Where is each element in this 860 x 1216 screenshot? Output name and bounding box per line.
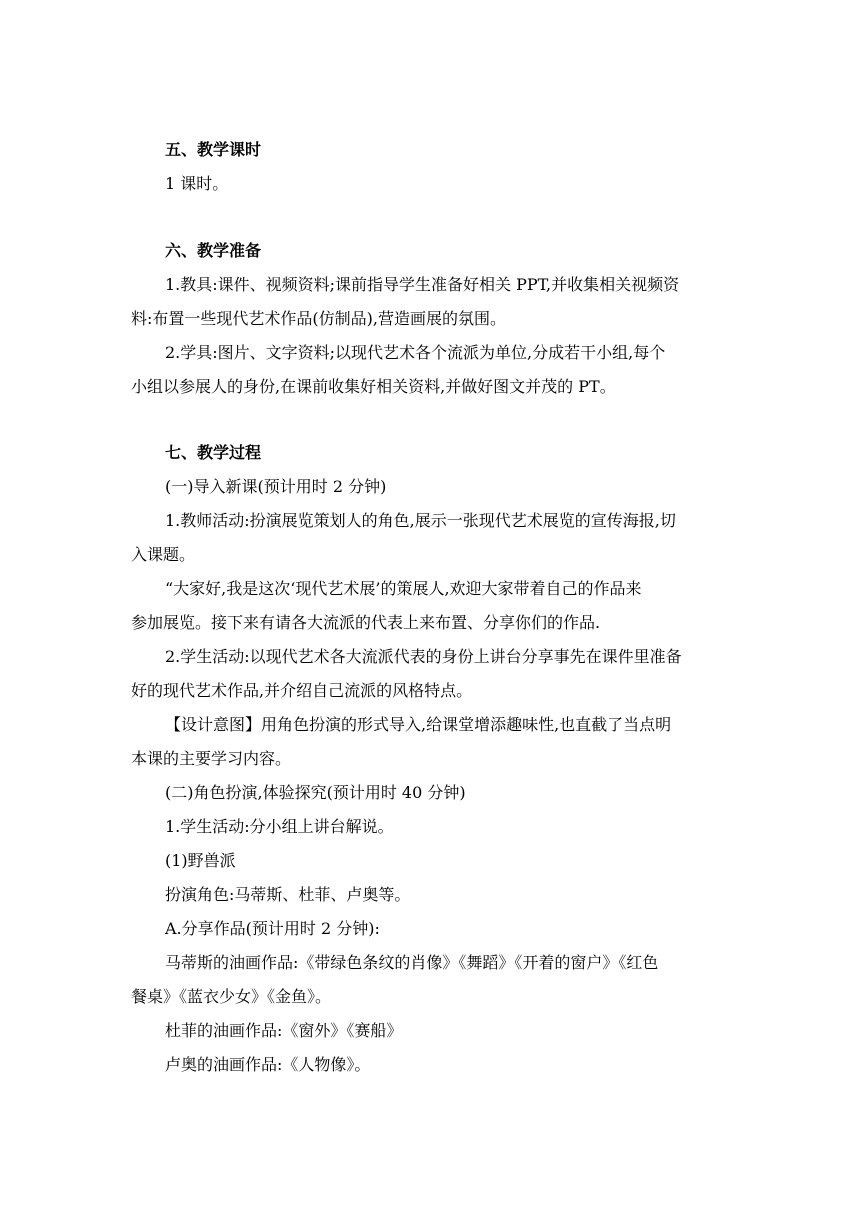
design-intent-line: 【设计意图】用角色扮演的形式导入,给课堂增添趣味性,也直截了当点明: [165, 715, 672, 734]
paragraph-line: (二)角色扮演,体验探究(预计用时 40 分钟): [165, 783, 466, 802]
paragraph-line: 马蒂斯的油画作品:《带绿色条纹的肖像》《舞蹈》《开着的窗户》《红色: [165, 953, 659, 972]
design-intent-line: 本课的主要学习内容。: [131, 749, 292, 768]
paragraph-line: 餐桌》《蓝衣少女》《金鱼》。: [131, 987, 332, 1006]
paragraph-line: “大家好,我是这次‘现代艺术展’的策展人,欢迎大家带着自己的作品来: [165, 579, 642, 598]
paragraph-line: (一)导入新课(预计用时 2 分钟): [165, 477, 387, 496]
paragraph-line: 小组以参展人的身份,在课前收集好相关资料,并做好图文并茂的 PT。: [131, 377, 616, 396]
paragraph-line: 1.教师活动:扮演展览策划人的角色,展示一张现代艺术展览的宣传海报,切: [165, 511, 676, 530]
paragraph-line: 卢奥的油画作品:《人物像》。: [165, 1055, 371, 1074]
paragraph-line: 2.学生活动:以现代艺术各大流派代表的身份上讲台分享事先在课件里准备: [165, 647, 682, 666]
section-heading-7: 七、教学过程: [165, 443, 262, 462]
paragraph-line: 1.学生活动:分小组上讲台解说。: [165, 817, 394, 836]
paragraph-line: 1 课时。: [165, 174, 229, 193]
paragraph-line: A.分享作品(预计用时 2 分钟):: [165, 919, 380, 938]
paragraph-line: 好的现代艺术作品,并介绍自己流派的风格特点。: [131, 681, 473, 700]
paragraph-line: 入课题。: [131, 545, 196, 564]
paragraph-line: 料:布置一些现代艺术作品(仿制品),营造画展的氛围。: [131, 309, 506, 328]
section-heading-5: 五、教学课时: [165, 140, 262, 159]
paragraph-line: 杜菲的油画作品:《窗外》《赛船》: [165, 1021, 403, 1040]
paragraph-line: 2.学具:图片、文字资料;以现代艺术各个流派为单位,分成若干小组,每个: [165, 343, 666, 362]
paragraph-line: 扮演角色:马蒂斯、杜菲、卢奥等。: [165, 885, 411, 904]
paragraph-line: 参加展览。接下来有请各大流派的代表上来布置、分享你们的作品.: [131, 613, 601, 632]
section-heading-6: 六、教学准备: [165, 241, 262, 260]
paragraph-line: (1)野兽派: [165, 851, 236, 870]
paragraph-line: 1.教具:课件、视频资料;课前指导学生准备好相关 PPT,并收集相关视频资: [165, 275, 680, 294]
